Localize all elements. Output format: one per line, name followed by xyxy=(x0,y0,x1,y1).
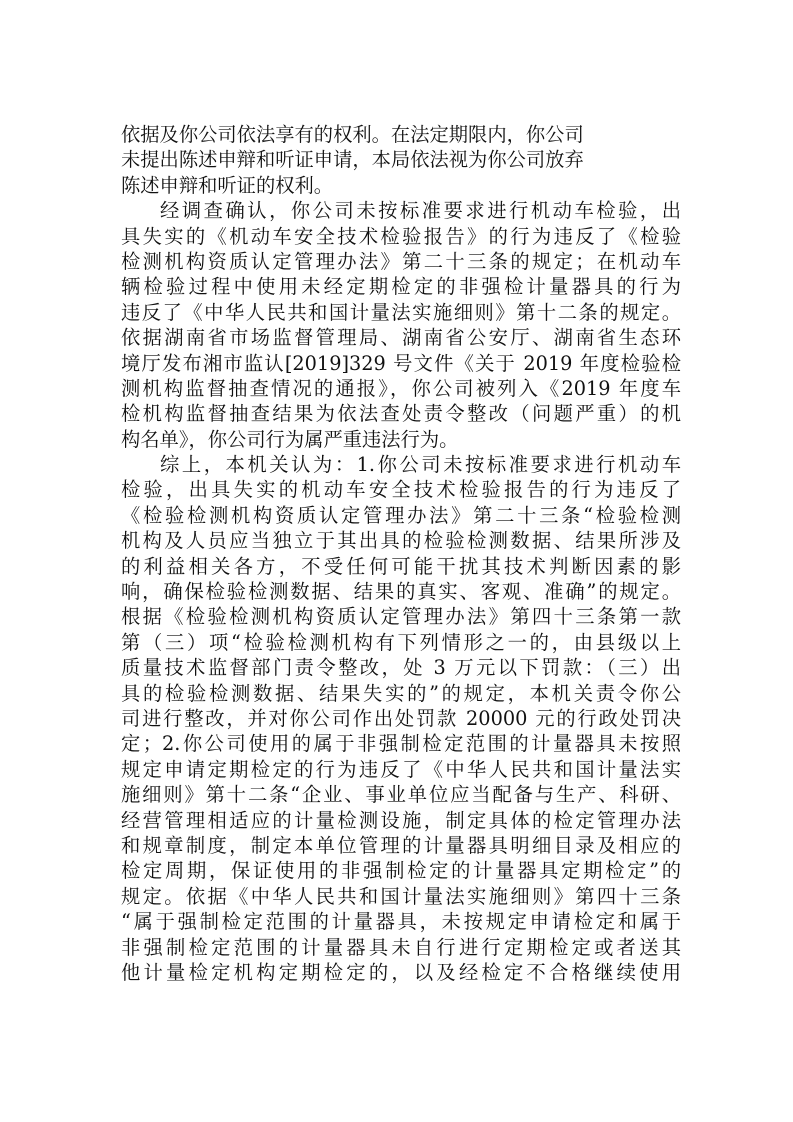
text-line: 《检验检测机构资质认定管理办法》第二十三条“检验检测 xyxy=(121,503,681,527)
text-line: 非强制检定范围的计量器具未自行进行定期检定或者送其 xyxy=(121,935,681,959)
text-line: 构名单》，你公司行为属严重违法行为。 xyxy=(121,427,459,451)
text-line: 质量技术监督部门责令整改，处 3 万元以下罚款：（三）出 xyxy=(121,656,681,680)
text-line: 陈述申辩和听证的权利。 xyxy=(121,173,334,197)
text-line: 依据湖南省市场监督管理局、湖南省公安厅、湖南省生态环 xyxy=(121,326,681,350)
text-line: 依据及你公司依法享有的权利。在法定期限内，你公司 xyxy=(121,123,584,146)
text-line: 和规章制度，制定本单位管理的计量器具明细目录及相应的 xyxy=(121,833,681,857)
text-line: 他计量检定机构定期检定的，以及经检定不合格继续使用 xyxy=(121,960,681,984)
text-line: 经调查确认，你公司未按标准要求进行机动车检验，出 xyxy=(160,199,681,223)
text-line: 规定申请定期检定的行为违反了《中华人民共和国计量法实 xyxy=(121,757,681,781)
text-line: 违反了《中华人民共和国计量法实施细则》第十二条的规定。 xyxy=(121,300,681,324)
document-body xyxy=(121,122,681,985)
text-line: 境厅发布湘市监认[2019]329 号文件《关于 2019 年度检验检 xyxy=(121,351,681,375)
text-line: 检验，出具失实的机动车安全技术检验报告的行为违反了 xyxy=(121,478,681,502)
text-line: 检测机构资质认定管理办法》第二十三条的规定；在机动车 xyxy=(121,249,681,273)
text-line: 司进行整改，并对你公司作出处罚款 20000 元的行政处罚决 xyxy=(121,706,681,730)
text-line: 根据《检验检测机构资质认定管理办法》第四十三条第一款 xyxy=(121,605,681,629)
text-line: 定；2.你公司使用的属于非强制检定范围的计量器具未按照 xyxy=(121,732,681,756)
text-line: 综上，本机关认为：1.你公司未按标准要求进行机动车 xyxy=(160,453,681,477)
text-line: 响，确保检验检测数据、结果的真实、客观、准确”的规定。 xyxy=(121,580,681,604)
text-line: 规定。依据《中华人民共和国计量法实施细则》第四十三条 xyxy=(121,884,681,908)
text-line: 检机构监督抽查结果为依法查处责令整改（问题严重）的机 xyxy=(121,402,681,426)
text-line: “属于强制检定范围的计量器具，未按规定申请检定和属于 xyxy=(121,910,681,934)
text-line: 具的检验检测数据、结果失实的”的规定，本机关责令你公 xyxy=(121,681,681,705)
text-line: 检定周期，保证使用的非强制检定的计量器具定期检定”的 xyxy=(121,859,681,883)
text-line: 经营管理相适应的计量检测设施，制定具体的检定管理办法 xyxy=(121,808,681,832)
text-line: 施细则》第十二条“企业、事业单位应当配备与生产、科研、 xyxy=(121,783,681,807)
text-line: 测机构监督抽查情况的通报》，你公司被列入《2019 年度车 xyxy=(121,376,681,400)
text-line: 第（三）项“检验检测机构有下列情形之一的，由县级以上 xyxy=(121,630,681,654)
text-line: 具失实的《机动车安全技术检验报告》的行为违反了《检验 xyxy=(121,224,681,248)
text-line: 辆检验过程中使用未经定期检定的非强检计量器具的行为 xyxy=(121,275,681,299)
text-line: 的利益相关各方，不受任何可能干扰其技术判断因素的影 xyxy=(121,554,681,578)
text-line: 机构及人员应当独立于其出具的检验检测数据、结果所涉及 xyxy=(121,529,681,553)
text-line: 未提出陈述申辩和听证申请，本局依法视为你公司放弃 xyxy=(121,148,584,172)
